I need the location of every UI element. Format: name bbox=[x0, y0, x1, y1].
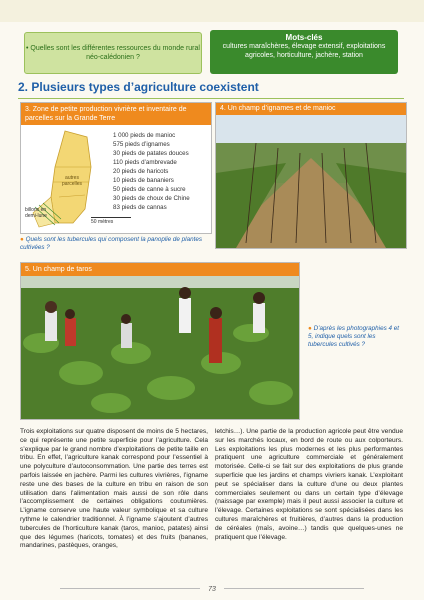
questions-text: • Quelles sont les différentes ressources du monde rural néo-calédonien ? bbox=[26, 45, 200, 61]
stat-item: 30 pieds de patates douces bbox=[113, 150, 189, 157]
stat-item: 575 pieds d’ignames bbox=[113, 141, 170, 148]
figure-4-caption: 4. Un champ d’ignames et de manioc bbox=[216, 103, 406, 115]
scale-bar bbox=[91, 217, 131, 218]
stat-item: 110 pieds d’ambrevade bbox=[113, 159, 177, 166]
taro-field-illustration bbox=[21, 263, 299, 419]
arrow-icon: ● bbox=[20, 236, 24, 243]
arrow-icon: ● bbox=[308, 325, 312, 332]
section-divider bbox=[18, 98, 404, 99]
stat-item: 83 pieds de cannas bbox=[113, 204, 167, 211]
stat-item: 20 pieds de haricots bbox=[113, 168, 169, 175]
stat-item: 30 pieds de choux de Chine bbox=[113, 195, 190, 202]
section-number: 2. bbox=[18, 80, 29, 94]
question-1 bbox=[20, 236, 210, 252]
keywords-text: cultures maraîchères, élevage extensif, exploitations agricoles, horticulture, jachère, station bbox=[222, 43, 386, 59]
figure-5-caption: 5. Un champ de taros bbox=[21, 263, 299, 276]
figure-3-map bbox=[20, 102, 212, 234]
body-column-1: Trois exploitations sur quatre disposent de moins de 5 hectares, ce qui représente une petite superficie pour l’agriculture. Cela s’explique par le grand nombre d’exploitations de petite taille en tribu. En effet, l’agriculture kanak correspond pour l’essentiel à une polyculture d’autoconsommation. Une partie des terres est parfois laissée en jachère. Parmi les cultures vivrières, l’igname reste une des bases de la culture en tribu en raison de son utilisation dans l’alimentation mais aussi de son rôle dans l’accomplissement de certaines obligations coutumières. L’igname conserve une haute valeur symbolique et sa culture rythme le calendrier traditionnel. À l’igname s’ajoutent d’autres tubercules de l’horticulture kanak (taros, manioc, patates) ainsi que des légumes (haricots, tomates) et des fruits (bananes, mandarines, pastèques, oranges, bbox=[20, 428, 208, 550]
question-2 bbox=[308, 325, 403, 350]
question-2-text: D’après les photographies 4 et 5, indique quels sont les tubercules cultivés ? bbox=[308, 325, 399, 349]
page-number: 73 bbox=[208, 586, 216, 593]
figure-3-caption: 3. Zone de petite production vivrière et inventaire de parcelles sur la Grande Terre bbox=[21, 103, 211, 125]
label-autres-parcelles: autres parcelles bbox=[61, 175, 82, 187]
top-band bbox=[0, 0, 424, 22]
keywords-title: Mots-clés bbox=[285, 33, 323, 42]
body-column-2: letchis…). Une partie de la production agricole peut être vendue sur les marchés locaux, en bord de route ou aux colporteurs. Les exploitations les plus modernes et les plus performantes pratiquent une agriculture commerciale et généralement motorisée. Celle-ci se fait sur des exploitations de plus grande superficie que les jardins et champs vivriers kanak. L’exploitant peut se spécialiser dans la culture d’une ou deux plantes commerciales seulement ou dans un certain type d’élevage (naissage par exemple) mais il peut aussi associer la culture et l’élevage. Certaines exploitations se sont spécialisées dans les cultures maraîchères et fruitières, d’autres dans la production de céréales (maïs, avoine…) tandis que quelques-unes ne pratiquent que l’élevage. bbox=[215, 428, 403, 541]
figure-5-photo bbox=[20, 262, 300, 420]
stat-item: 50 pieds de canne à sucre bbox=[113, 186, 186, 193]
stat-item: 1 000 pieds de manioc bbox=[113, 132, 176, 139]
yam-field-illustration bbox=[216, 103, 406, 248]
scale-label: 50 mètres bbox=[91, 219, 114, 225]
figure-4-photo bbox=[215, 102, 407, 249]
section-title-text: Plusieurs types d’agriculture coexistent bbox=[31, 80, 259, 94]
questions-box bbox=[24, 32, 202, 74]
question-1-text: Quels sont les tubercules qui composent la panoplie de plantes cultivées ? bbox=[20, 236, 202, 251]
keywords-box bbox=[210, 30, 398, 74]
section-title bbox=[18, 80, 259, 94]
stats-list bbox=[113, 131, 190, 212]
stat-item: 10 pieds de bananiers bbox=[113, 177, 174, 184]
label-billons: billons en demi-lune bbox=[25, 207, 47, 219]
